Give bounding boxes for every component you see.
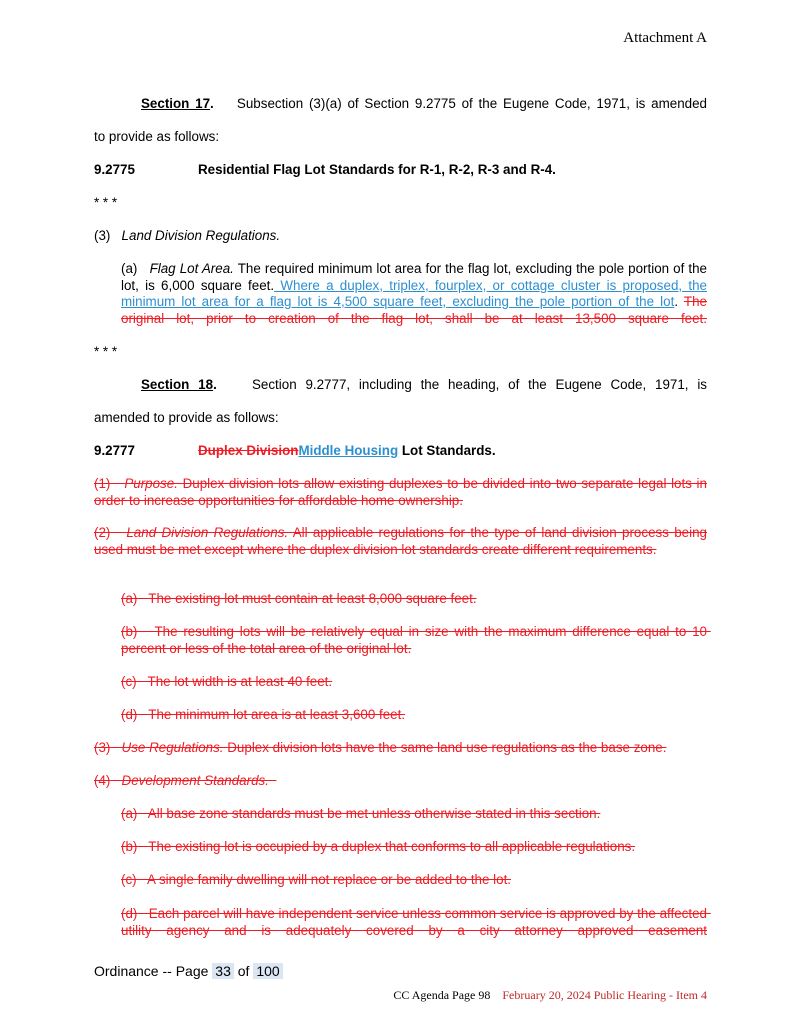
footer-page-indicator: Ordinance -- Page 33 of 100 xyxy=(94,963,283,979)
inserted-text: Where a duplex, triplex, fourplex, or cottage cluster is proposed, the minimum lot area for a flag lot is 4,500 square feet, excluding the pole portion of the lot xyxy=(121,277,707,309)
hearing-info: February 20, 2024 Public Hearing - Item 4 xyxy=(502,988,707,1002)
section17-intro-line2: to provide as follows: xyxy=(94,129,220,144)
code-number-9-2775: 9.2775 xyxy=(94,162,135,177)
paragraph-4c: (c) A single family dwelling will not replace or be added to the lot. xyxy=(121,872,512,887)
paragraph-2d: (d) The minimum lot area is at least 3,600 feet. xyxy=(121,707,406,722)
paragraph-3-use-regulations: (3) Use Regulations. Duplex division lots have the same land use regulations as the base zone. xyxy=(94,740,667,755)
deleted-text: The original lot, prior to creation of the flag lot, shall be at least 13,500 square feet. xyxy=(121,294,707,326)
page-total: 100 xyxy=(253,963,282,979)
section18-label: Section 18 xyxy=(141,377,214,392)
paragraph-4d: (d) Each parcel will have independent service unless common service is approved by the affected utility agency and is adequately covered by a city attorney approved easement xyxy=(121,906,711,938)
paragraph-2a: (a) The existing lot must contain at least 8,000 square feet. xyxy=(121,591,477,606)
section18-intro-line2: amended to provide as follows: xyxy=(94,410,279,425)
attachment-label: Attachment A xyxy=(623,30,707,46)
code-number-9-2777: 9.2777 xyxy=(94,443,135,458)
paragraph-1-purpose: (1) Purpose. Duplex division lots allow existing duplexes to be divided into two separate legal lots in order to increase opportunities for affordable home ownership. xyxy=(94,476,707,508)
paragraph-2b: (b) The resulting lots will be relatively equal in size with the maximum difference equal to 10 percent or less of the total area of the original lot. xyxy=(121,624,711,656)
footer-agenda xyxy=(300,988,707,1003)
section17-intro: Section 17. Subsection (3)(a) of Section 9.2775 of the Eugene Code, 1971, is amended xyxy=(141,96,707,111)
code-title-9-2777: Duplex DivisionMiddle Housing Lot Standards. xyxy=(198,443,496,458)
item3-heading: (3) Land Division Regulations. xyxy=(94,228,281,243)
item-a-flag-lot-area: (a) Flag Lot Area. The required minimum lot area for the flag lot, excluding the pole portion of the lot, is 6,000 square feet. Where a duplex, triplex, fourplex, or cottage cluster is proposed, the minimum lot area for a flag lot is 4,500 square feet, excluding the pole portion of the lot. The original lot, prior to creation of the flag lot, shall be at least 13,500 square feet. xyxy=(121,261,707,326)
ellipsis: * * * xyxy=(94,344,118,359)
section17-label: Section 17 xyxy=(141,96,211,111)
paragraph-2-land-division: (2) Land Division Regulations. All applicable regulations for the type of land division process being used must be met except where the duplex division lot standards create different requirements. xyxy=(94,525,707,557)
paragraph-4-development-standards: (4) Development Standards. xyxy=(94,773,269,788)
section18-intro: Section 18. Section 9.2777, including the heading, of the Eugene Code, 1971, is xyxy=(141,377,707,392)
page-current: 33 xyxy=(212,963,234,979)
ellipsis: * * * xyxy=(94,195,118,210)
code-title-9-2775: Residential Flag Lot Standards for R-1, R-2, R-3 and R-4. xyxy=(198,162,556,177)
paragraph-4a: (a) All base zone standards must be met unless otherwise stated in this section. xyxy=(121,806,601,821)
agenda-page: CC Agenda Page 98 xyxy=(393,988,491,1002)
paragraph-2c: (c) The lot width is at least 40 feet. xyxy=(121,674,333,689)
paragraph-4b: (b) The existing lot is occupied by a duplex that conforms to all applicable regulations. xyxy=(121,839,636,854)
